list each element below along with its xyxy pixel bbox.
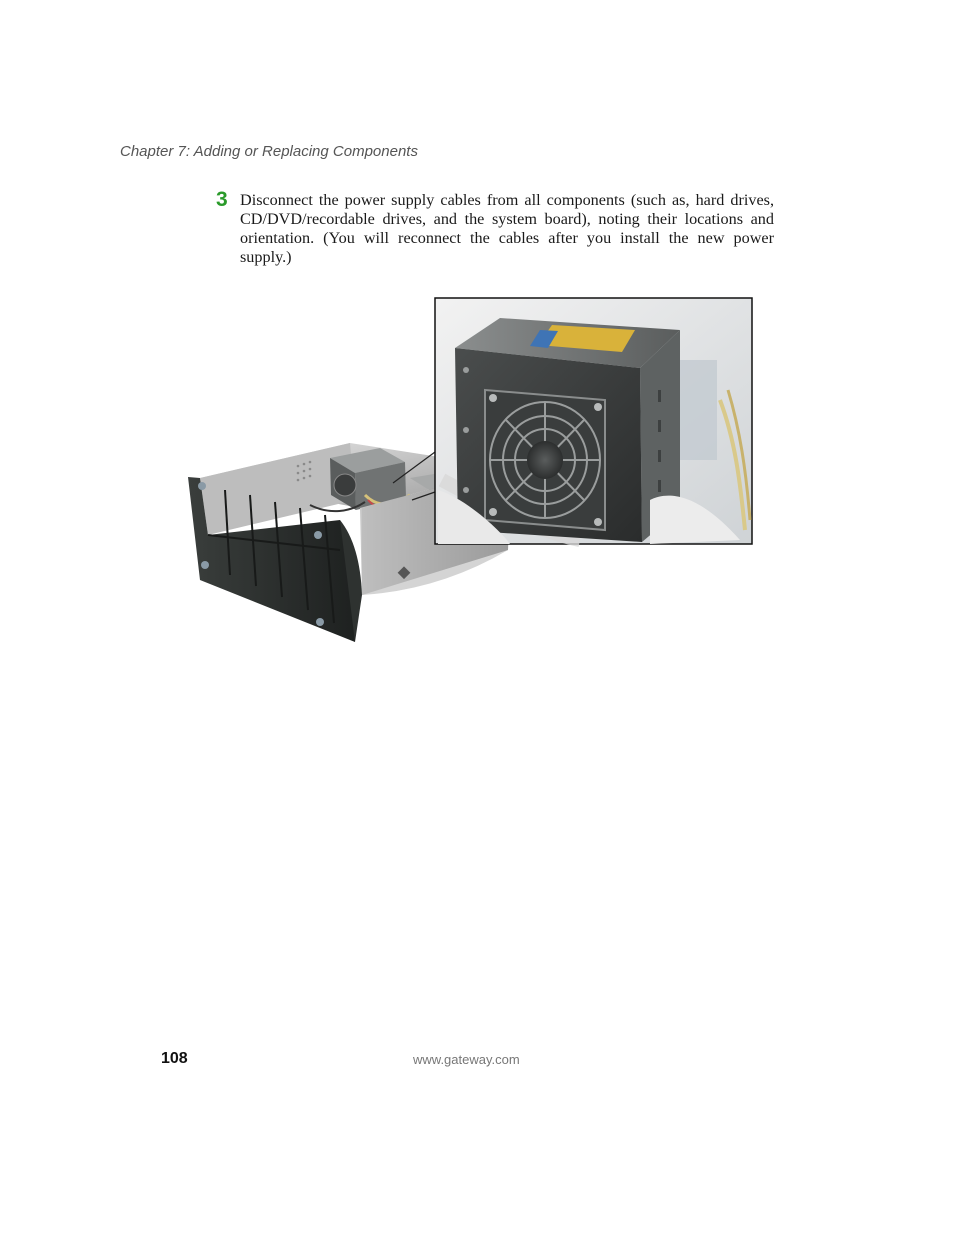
step-instruction: Disconnect the power supply cables from all components (such as, hard drives, CD/DVD/recordable drives, and the system board), noting their locations and orientation. (You will reconnect the cables after you install the new power supply.) [240,191,774,266]
power-supply-closeup [435,298,752,544]
page-number: 108 [161,1050,188,1067]
power-supply-illustration [180,290,760,650]
chapter-header: Chapter 7: Adding or Replacing Components [120,143,418,160]
step-number: 3 [216,188,228,211]
footer-url: www.gateway.com [413,1052,520,1067]
